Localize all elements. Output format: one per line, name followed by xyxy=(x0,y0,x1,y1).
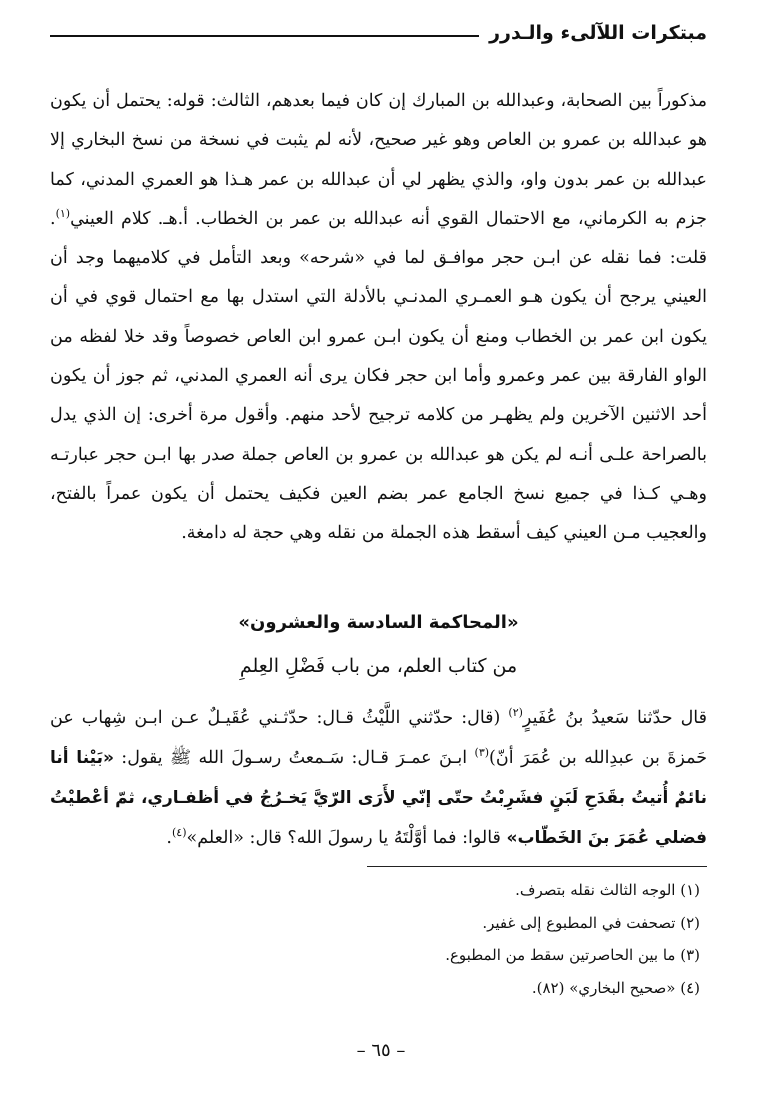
footnote-marker-2: (٢) xyxy=(508,706,523,720)
header-rule xyxy=(50,35,479,37)
hadith-paragraph xyxy=(50,698,707,858)
hadith-part-2: (قال: حدّثني اللَّيْثُ قـال: حدّثـني عُقَيـلٌ عـن ابـن شِهاب عن حَمزةَ بن عبدِالله بن عُمَرَ أنّ) xyxy=(50,708,708,768)
section-heading: «المحاكمة السادسة والعشرون» xyxy=(238,612,519,633)
hadith-quote: «بَيْنا أنا نائمٌ أُتيتُ بقَدَحِ لَبَنٍ فشَرِبْتُ حتّى إنّي لأَرَى الرّيَّ يَخـرُجُ في أظفـاري، ثمّ أعْطيْتُ فضلي عُمَرَ بنَ الخَطّاب» xyxy=(50,748,707,848)
main-paragraph xyxy=(50,82,707,554)
footnotes-list xyxy=(300,874,700,1004)
footnote-item: (١) الوجه الثالث نقله بتصرف. xyxy=(515,881,700,899)
paragraph-part-2: . قلت: فما نقله عن ابـن حجر موافـق لما في «شرحه» وبعد التأمل في كلاميهما وجد أن العيني يرجح أن يكون هـو العمـري المدنـي بالأدلة التي استدل بها مع احتمال قوي في أن يكون ابن عمر بن الخطاب ومنع أن يكون ابـن عمرو ابن العاص خصوصاً وقد خلا لفظه من الواو الفارقة بين عمر وعمرو وأما ابن حجر فكان يرى أنه العمري المدني، ثم جوز أن يكون أحد الاثنين الآخرين ولم يظهـر من كلامه ترجيح لأحد منهم. وأقول مرة أخرى: إن الذي يدل بالصراحة علـى أنـه لم يكن هو عبدالله بن عمرو بن العاص جملة صدر بها ابـن حجر عبارتـه وهـي كـذا في جميع نسخ الجامع عمر بضم العين فكيف يحتمل أن يكون عمراً بالفتح، والعجيب مـن العيني كيف أسقط هذه الجملة من نقله وهي حجة له دامغة. xyxy=(50,208,707,544)
hadith-text xyxy=(50,698,707,858)
footnote-marker-3: (٣) xyxy=(474,746,490,760)
hadith-end: . xyxy=(166,828,172,848)
paragraph-part-1: مذكوراً بين الصحابة، وعبدالله بن المبارك إن كان فيما بعدهم، الثالث: قوله: يحتمل أن يكون هو عبدالله بن عمرو بن العاص وهو غير صحيح، لأنه لم يثبت في نسخة من نسخ البخاري إلا عبدالله بن عمر بدون واو، والذي يظهر لي أن عبدالله بن عمر هـذا هو العمري المدني، كما جزم به الكرماني، مع الاحتمال القوي أنه عبدالله بن عمر بن الخطاب. أ.هـ. كلام العيني xyxy=(50,91,707,229)
page-number: – ٦٥ – xyxy=(356,1040,406,1061)
footnote-item: (٤) «صحيح البخاري» (٨٢). xyxy=(531,978,700,997)
hadith-part-1: قال حدّثنا سَعيدُ بنُ عُفَيرٍ xyxy=(522,708,707,728)
footnote-marker-4: (٤) xyxy=(171,826,187,840)
main-paragraph-text xyxy=(50,82,707,554)
footnote-divider xyxy=(367,866,707,867)
footnote-item: (٣) ما بين الحاصرتين سقط من المطبوع. xyxy=(445,946,700,964)
running-title: مبتكرات اللآلىء والـدرر xyxy=(489,22,707,44)
footnote-item: (٢) تصحفت في المطبوع إلى غفير. xyxy=(482,913,700,932)
chapter-line: من كتاب العلم، من باب فَضْلِ العِلمِ xyxy=(239,655,518,677)
hadith-part-3: ابـنَ عمـرَ قـال: سَـمعتُ رسـولَ الله ﷺ يقول: xyxy=(113,748,475,768)
footnote-marker-1: (١) xyxy=(55,207,71,221)
page-header xyxy=(50,22,707,44)
hadith-part-4: قالوا: فما أوَّلْتَهُ يا رسولَ الله؟ قال: «العلم» xyxy=(186,828,507,848)
